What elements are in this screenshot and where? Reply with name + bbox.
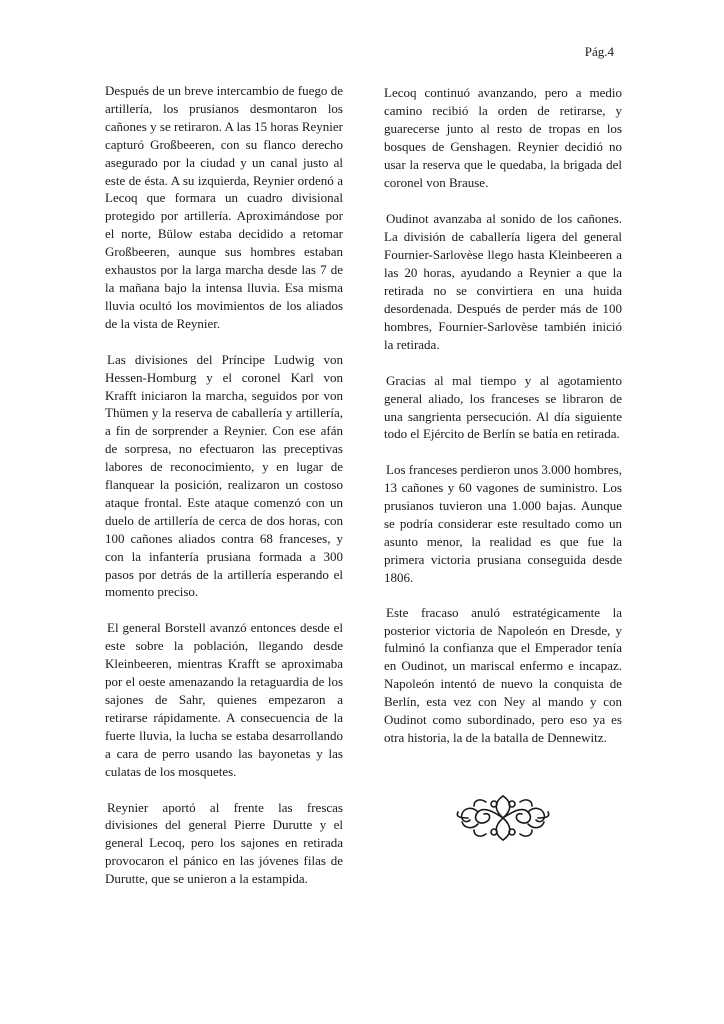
right-column xyxy=(384,84,622,763)
paragraph: Gracias al mal tiempo y al agotamiento general aliado, los franceses se libraron de una sangrienta persecución. Al día siguiente todo el Ejército de Berlín se batía en retirada. xyxy=(384,372,622,442)
paragraph: Lecoq continuó avanzando, pero a medio camino recibió la orden de retirarse, y guarecerse junto al resto de tropas en los bosques de Genshagen. Reynier decidió no usar la reserva que le quedaba, la brigada del coronel von Brause. xyxy=(384,85,622,190)
paragraph: El general Borstell avanzó entonces desde el este sobre la población, llegando desde Kleinbeeren, mientras Krafft se aproximaba por el oeste amenazando la retaguardia de los sajones de Sahr, quienes empezaron a retirarse rápidamente. A consecuencia de la fuerte lluvia, la lucha se estaba desarrollando a cara de perro usando las bayonetas y las culatas de los mosquetes. xyxy=(105,620,343,779)
left-column xyxy=(105,82,343,904)
paragraph: Los franceses perdieron unos 3.000 hombres, 13 cañones y 60 vagones de suministro. Los prusianos tuvieron una 1.000 bajas. Aunque se podría considerar este resultado como un asunto menor, la realidad es que fue la primera victoria prusiana conseguida desde 1806. xyxy=(384,462,622,585)
paragraph: Después de un breve intercambio de fuego de artillería, los prusianos desmontaron los cañones y se retiraron. A las 15 horas Reynier capturó Großbeeren, con su flanco derecho asegurado por la ciudad y un canal justo al este de ésta. A su izquierda, Reynier ordenó a Lecoq que formara un cuadro divisional protegido por artillería. Aproximándose por el norte, Bülow estaba decidido a retomar Großbeeren, aunque sus hombres estaban exhaustos por la larga marcha desde las 7 de la mañana bajo la intensa lluvia. Esa misma lluvia ocultó los movimientos de los aliados de la vista de Reynier. xyxy=(105,83,343,331)
flourish-ornament-icon xyxy=(454,788,552,848)
paragraph: Oudinot avanzaba al sonido de los cañones. La división de caballería ligera del general Fournier-Sarlovèse llego hasta Kleinbeeren a las 20 horas, ayudando a Reynier a que la retirada no se convirtiera en una huida desordenada. Después de perder más de 100 hombres, Fournier-Sarlovèse también inició la retirada. xyxy=(384,211,622,352)
paragraph: Reynier aportó al frente las frescas divisiones del general Pierre Durutte y el general Lecoq, pero los sajones en retirada provocaron el pánico en las jóvenes filas de Durutte, que se unieron a la estampida. xyxy=(105,799,343,887)
paragraph: Este fracaso anuló estratégicamente la posterior victoria de Napoleón en Dresde, y fulminó la confianza que el Emperador tenía en Oudinot, un mariscal enfermo e incapaz. Napoleón intentó de nuevo la conquista de Berlín, esta vez con Ney al mando y con Oudinot como subordinado, pero eso ya es otra historia, la de la batalla de Dennewitz. xyxy=(384,604,622,745)
page-number: Pág.4 xyxy=(584,44,614,59)
paragraph: Las divisiones del Príncipe Ludwig von Hessen-Homburg y el coronel Karl von Krafft iniciaron la marcha, seguidos por von Thümen y la reserva de caballería y artillería, a fin de sorprender a Reynier. Con ese afán de sorpresa, no efectuaron las preceptivas labores de reconocimiento, y en lugar de flanquear la posición, realizaron un costoso ataque frontal. Este ataque comenzó con un duelo de artillería de cerca de dos horas, con 100 cañones aliados contra 68 franceses, y con la infantería prusiana formada a 300 pasos por detrás de la artillería esperando el momento preciso. xyxy=(105,351,343,600)
